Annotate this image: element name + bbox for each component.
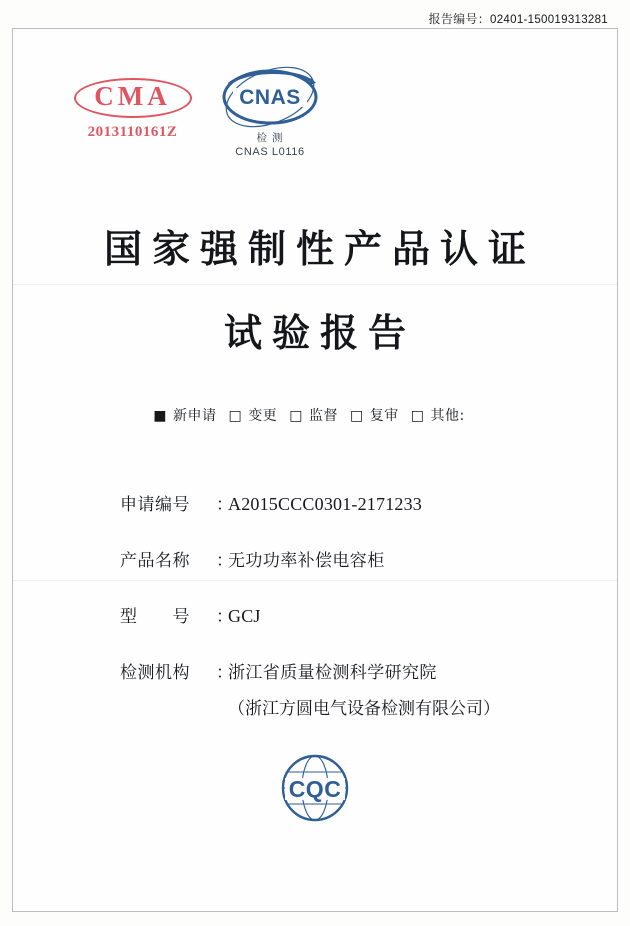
option-other-label: 其他: (430, 408, 465, 424)
cnas-icon (215, 66, 325, 128)
option-new[interactable] (153, 408, 222, 424)
cnas-subtitle: 检 测 (256, 132, 284, 144)
cnas-code: CNAS L0116 (235, 146, 305, 158)
report-number-value: 02401-150019313281 (490, 14, 608, 26)
report-fields (120, 490, 540, 747)
option-supervision-mark: □ (289, 408, 303, 424)
cma-mark-block (70, 78, 195, 141)
document-title: 国家强制性产品认证 (103, 226, 536, 271)
field-product-name-colon: ： (216, 551, 233, 571)
cqc-svg (269, 752, 361, 824)
field-model-colon: ： (216, 607, 233, 627)
field-model-label: 型 号 (120, 607, 190, 627)
option-review-mark: □ (350, 408, 364, 424)
cnas-svg (215, 66, 325, 128)
cma-letters: CMA (94, 81, 171, 111)
cma-code: 2013110161Z (87, 124, 178, 140)
option-new-label: 新申请 (173, 408, 217, 424)
cma-icon (74, 78, 192, 118)
report-number-label: 报告编号： (428, 12, 491, 26)
field-testing-org-label: 检测机构 (120, 663, 190, 683)
option-review[interactable] (350, 408, 405, 424)
cqc-mark-block (0, 752, 630, 829)
field-application-no (120, 490, 540, 515)
field-application-no-colon: ： (216, 495, 233, 515)
field-application-no-value: A2015CCC0301-2171233 (228, 494, 423, 514)
option-change[interactable] (229, 408, 284, 424)
scan-artifact-line (13, 284, 617, 285)
svg-text:CQC: CQC (288, 776, 342, 802)
field-model-value: GCJ (228, 606, 261, 626)
svg-text:CNAS: CNAS (239, 86, 301, 109)
field-product-name-label: 产品名称 (120, 551, 190, 571)
field-testing-org-value: 浙江省质量检测科学研究院 (228, 663, 437, 683)
field-model (120, 602, 540, 627)
document-subtitle: 试验报告 (223, 310, 416, 355)
application-type-options (0, 405, 630, 425)
option-supervision[interactable] (289, 408, 344, 424)
field-application-no-label: 申请编号 (120, 495, 190, 515)
field-product-name-value: 无功功率补偿电容柜 (228, 551, 385, 571)
option-review-label: 复审 (369, 408, 399, 424)
option-other-mark: □ (410, 408, 425, 424)
field-product-name (120, 546, 540, 571)
report-number (429, 10, 608, 27)
field-testing-org (120, 658, 540, 683)
option-supervision-label: 监督 (309, 408, 338, 424)
option-other[interactable] (411, 408, 471, 424)
cnas-mark-block (205, 66, 335, 158)
option-new-mark: ■ (153, 408, 168, 424)
field-testing-org-colon: ： (216, 663, 233, 683)
cqc-icon (269, 752, 361, 824)
option-change-mark: □ (228, 408, 243, 424)
option-change-label: 变更 (248, 408, 278, 424)
field-testing-org-subline: （浙江方圆电气设备检测有限公司） (228, 699, 500, 719)
